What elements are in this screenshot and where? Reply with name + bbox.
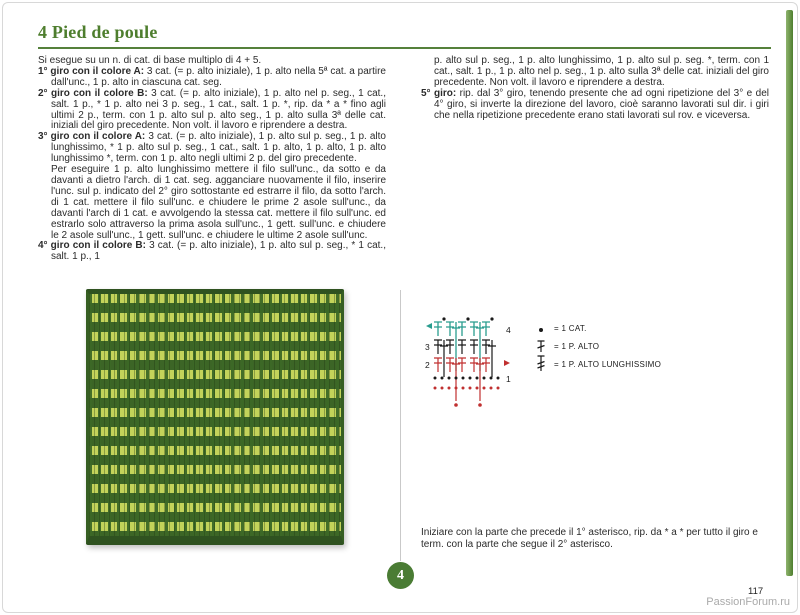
page-title: 4 Pied de poule bbox=[38, 22, 158, 42]
crochet-chart-diagram bbox=[422, 314, 514, 422]
chart-and-legend bbox=[422, 314, 661, 422]
page-number: 117 bbox=[748, 586, 764, 597]
technique-text: Per eseguire 1 p. alto lunghissimo mettere il filo sull'unc., da sotto e da davanti a dietro l'arch. di 1 cat. seg. agganciare nuovamente il filo, inserire l'unc. sul p. indicato del 2° giro sottostante ed estrarre il filo, da sotto l'arch. di 1 cat. mettere il filo sull'unc. e chiudere le prime 2 asole sull'unc., da davanti l'arch di 1 cat. e avvolgendo la stessa cat. mettere il filo sull'unc. ed estrarlo solo attraverso la prima asola sull'unc., 1 gett. sull'unc. e chiudere le 2 asole sull'unc., 1 gett. sull'unc. e chiudere le ultime 2 asole sull'unc. bbox=[51, 164, 386, 241]
instruction-label: 1° giro con il colore A: bbox=[38, 65, 145, 77]
chart-row-number-2: 2 bbox=[425, 360, 430, 370]
legend-label: = 1 P. ALTO bbox=[554, 341, 600, 351]
chart-foundation-chain-black bbox=[434, 377, 500, 380]
chart-row4-direction-arrow bbox=[426, 323, 432, 329]
instruction-text: 3 cat. (= p. alto iniziale), 1 p. alto sul p. seg., * 1 cat., salt. 1 p., 1 bbox=[51, 240, 386, 263]
instruction-text: 3 cat. (= p. alto iniziale), 1 p. alto nel p. seg., 1 cat., salt. 1 p., * 1 p. alto nei 3 p. seg., 1 cat., salt. 1 p. *, rip. da * a * fino agli ultimi 2 p., term. con 1 p. alto sul p. alto seg., 1 p. alto sulla 3ª delle cat. iniziali del giro precedente. Non volt. il lavoro e riprendere a destra. bbox=[51, 87, 386, 132]
instruction-label: 2° giro con il colore B: bbox=[38, 87, 148, 99]
chart-foundation-chain-red bbox=[434, 387, 500, 407]
chart-chain-dots-top bbox=[442, 317, 493, 320]
crochet-swatch-photo bbox=[86, 289, 344, 545]
instruction-text: 3 cat. (= p. alto iniziale), 1 p. alto sul p. seg., 1 p. alto lunghissimo, * 1 p. alto sul p. seg., 1 cat., salt. 1 p. alto, 1 p. alto, 1 p. alto lunghissimo *, term. con 1 p. alto negli ultimi 2 p. del giro precedente. bbox=[51, 131, 386, 165]
instruction-paragraph bbox=[38, 241, 386, 263]
page-edge-strip bbox=[786, 10, 793, 576]
instruction-label: 4° giro con il colore B: bbox=[38, 240, 146, 252]
section-number-badge: 4 bbox=[387, 562, 414, 589]
continuation-text: p. alto sul p. seg., 1 p. alto lunghissimo, 1 p. alto sul p. seg. *, term. con 1 cat., salt. 1 p., 1 p. alto nel p. seg., 1 p. alto sulla 3ª delle cat. iniziali del giro precedente. Non volt. il lavoro e riprendere a destra. bbox=[434, 55, 769, 88]
continuation-paragraph bbox=[421, 56, 769, 89]
chart-row2-red-stitches bbox=[434, 358, 490, 401]
legend-label: = 1 CAT. bbox=[554, 323, 587, 333]
chain-stitch-dot-icon bbox=[534, 320, 548, 336]
chart-note: Iniziare con la parte che precede il 1° asterisco, rip. da * a * per tutto il giro e term. con la parte che segue il 2° asterisco. bbox=[421, 527, 758, 550]
legend-item bbox=[534, 338, 661, 354]
chart-legend bbox=[534, 314, 661, 374]
legend-label: = 1 P. ALTO LUNGHISSIMO bbox=[554, 359, 662, 369]
legend-item bbox=[534, 356, 661, 372]
left-text-column bbox=[38, 56, 386, 263]
watermark: PassionForum.ru bbox=[706, 596, 790, 608]
chart-row2-direction-arrow bbox=[504, 360, 510, 366]
column-divider bbox=[400, 290, 401, 561]
right-text-column bbox=[421, 56, 769, 121]
long-double-crochet-cross-icon bbox=[534, 355, 548, 373]
chart-row-number-1: 1 bbox=[506, 374, 511, 384]
instruction-paragraph bbox=[38, 89, 386, 133]
chart-row-number-4: 4 bbox=[506, 325, 511, 335]
instruction-label: 5° giro: bbox=[421, 87, 457, 99]
instruction-text: 3 cat. (= p. alto iniziale), 1 p. alto nella 5ª cat. a partire dall'unc., 1 p. alto in ciascuna cat. seg. bbox=[51, 65, 386, 88]
instruction-text: rip. dal 3° giro, tenendo presente che ad ogni ripetizione del 3° e del 4° giro, si inverte la direzione del lavoro, cioè saranno lavorati sul dir. i giri che nella ripetizione precedente erano stati lavorati sul rov. e viceversa. bbox=[434, 87, 769, 121]
double-crochet-cross-icon bbox=[534, 338, 548, 354]
instruction-paragraph bbox=[38, 132, 386, 165]
chart-row-number-3: 3 bbox=[425, 342, 430, 352]
title-divider bbox=[38, 47, 771, 49]
instruction-paragraph bbox=[421, 89, 769, 122]
legend-item bbox=[534, 320, 661, 336]
intro-text: Si esegue su un n. di cat. di base multiplo di 4 + 5. bbox=[38, 55, 262, 66]
instruction-label: 3° giro con il colore A: bbox=[38, 131, 146, 143]
instruction-paragraph bbox=[38, 67, 386, 89]
technique-paragraph bbox=[38, 165, 386, 241]
